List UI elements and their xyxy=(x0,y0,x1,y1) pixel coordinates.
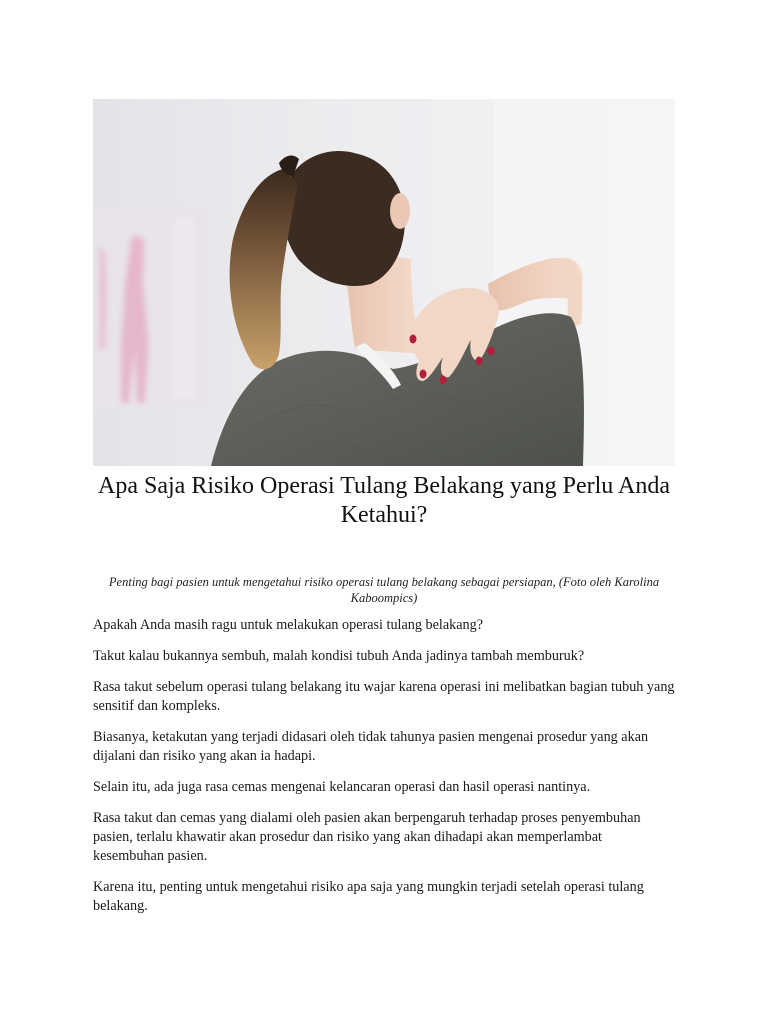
page-title: Apa Saja Risiko Operasi Tulang Belakang yang Perlu Anda Ketahui? xyxy=(98,473,670,528)
article-photo xyxy=(93,99,675,466)
anatomy-poster-icon xyxy=(93,209,213,409)
photo-caption: Penting bagi pasien untuk mengetahui risiko operasi tulang belakang sebagai persiapan, (Foto oleh Karolina Kaboompics) xyxy=(108,575,660,605)
woman-neck-pain-image xyxy=(93,99,675,466)
article xyxy=(93,99,675,916)
paragraph: Selain itu, ada juga rasa cemas mengenai kelancaran operasi dan hasil operasi nantinya. xyxy=(93,779,591,795)
article-body xyxy=(93,616,675,916)
paragraph: Takut kalau bukannya sembuh, malah kondisi tubuh Anda jadinya tambah memburuk? xyxy=(93,648,585,664)
paragraph: Biasanya, ketakutan yang terjadi didasari oleh tidak tahunya pasien mengenai prosedur yang akan dijalani dan risiko yang akan ia hadapi. xyxy=(93,729,649,764)
paragraph: Karena itu, penting untuk mengetahui risiko apa saja yang mungkin terjadi setelah operasi tulang belakang. xyxy=(93,879,644,914)
paragraph: Apakah Anda masih ragu untuk melakukan operasi tulang belakang? xyxy=(93,617,484,633)
paragraph: Rasa takut sebelum operasi tulang belakang itu wajar karena operasi ini melibatkan bagian tubuh yang sensitif dan kompleks. xyxy=(93,679,675,714)
paragraph: Rasa takut dan cemas yang dialami oleh pasien akan berpengaruh terhadap proses penyembuhan pasien, terlalu khawatir akan prosedur dan risiko yang akan dihadapi akan memperlambat kesembuhan pasien. xyxy=(93,810,641,864)
